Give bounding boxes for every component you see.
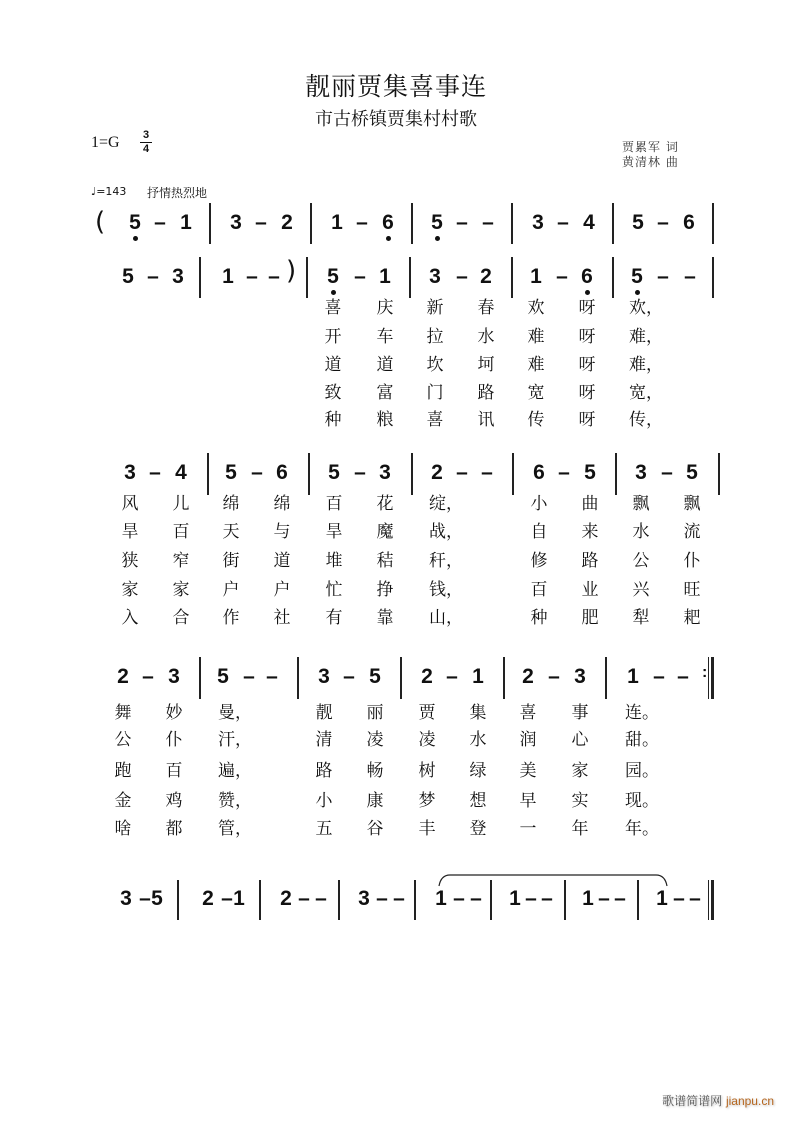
note: 1 (627, 665, 639, 688)
lyric-char: 心 (571, 730, 589, 750)
lyric-char: 难 (527, 327, 545, 347)
lyric-char: 连。 (625, 703, 659, 723)
lyric-char: 登 (469, 819, 487, 839)
watermark-cn: 歌谱简谱网 (662, 1094, 723, 1108)
lyric-char: 犁 (632, 608, 650, 628)
lyric-char: 园。 (625, 761, 659, 781)
lyric-char: 坷 (477, 355, 495, 375)
note: 3 (574, 665, 586, 688)
lyric-char: 传， (629, 410, 663, 430)
lyric-char: 鸡 (165, 791, 183, 811)
watermark (662, 1092, 774, 1109)
lyric-char: 靓 (315, 703, 333, 723)
note: 1 (222, 265, 234, 288)
dash-note: – (149, 461, 161, 484)
lyric-char: 宽， (629, 383, 663, 403)
dash-note: – (243, 665, 255, 688)
bar-line (503, 657, 505, 699)
lyric-char: 道 (324, 355, 342, 375)
lyric-char: 拉 (426, 327, 444, 347)
dash-note: – (556, 265, 568, 288)
dash-note: – (470, 887, 482, 910)
lyric-char: 康 (366, 791, 384, 811)
lyric-char: 啥 (114, 819, 132, 839)
lyric-char: 新 (426, 298, 444, 318)
dash-note: – (456, 211, 468, 234)
note: 5 (584, 461, 596, 484)
note: 3 (230, 211, 242, 234)
dash-note: – (661, 461, 673, 484)
dash-note: – (614, 887, 626, 910)
lyric-char: 家 (571, 761, 589, 781)
lyric-char: 欢， (629, 298, 663, 318)
lyric-char: 百 (165, 761, 183, 781)
lyric-char: 喜 (426, 410, 444, 430)
note: 3 (120, 887, 132, 910)
dash-note: – (557, 211, 569, 234)
lyric-char: 绵 (273, 494, 291, 514)
lyric-char: 户 (273, 580, 291, 600)
lyric-char: 年 (571, 819, 589, 839)
note: 5 (217, 665, 229, 688)
lyric-char: 堆 (325, 551, 343, 571)
lyric-char: 妙 (165, 703, 183, 723)
note: 1 (472, 665, 484, 688)
note: 2 (117, 665, 129, 688)
lyric-char: 丰 (418, 819, 436, 839)
lyric-char: 甜。 (625, 730, 659, 750)
lyric-char: 汗， (218, 730, 252, 750)
note: 5 (686, 461, 698, 484)
note: 3 (358, 887, 370, 910)
bar-line (712, 203, 714, 244)
note: 1 (180, 211, 192, 234)
bar-line (297, 657, 299, 699)
bar-line (259, 880, 261, 920)
note: 6 (533, 461, 545, 484)
lyric-char: 门 (426, 383, 444, 403)
bar-line (511, 203, 513, 244)
lyric-char: 种 (324, 410, 342, 430)
lyric-char: 小 (315, 791, 333, 811)
composer-credit: 黄清林 曲 (622, 155, 679, 169)
bar-line (199, 657, 201, 699)
dash-note: – (541, 887, 553, 910)
lyric-char: 业 (581, 580, 599, 600)
dash-note: – (266, 665, 278, 688)
lyric-char: 道 (273, 551, 291, 571)
dash-note: – (315, 887, 327, 910)
dash-note: – (376, 887, 388, 910)
dash-note: – (653, 665, 665, 688)
lyric-char: 风 (121, 494, 139, 514)
tempo-marking: ♩=143 (91, 185, 127, 198)
note: 3 (379, 461, 391, 484)
note: 3 (172, 265, 184, 288)
lyric-char: 天 (222, 522, 240, 542)
lyric-char: 来 (581, 522, 599, 542)
note: 3 (429, 265, 441, 288)
lyric-char: 自 (530, 522, 548, 542)
dash-note: – (481, 461, 493, 484)
lyric-char: 传 (527, 410, 545, 430)
bar-line (411, 453, 413, 495)
note: 1 (656, 887, 668, 910)
time-signature (140, 130, 152, 155)
lyric-char: 兴 (632, 580, 650, 600)
tie-arc (436, 872, 672, 888)
lyric-char: 仆 (683, 551, 701, 571)
note: 3 (532, 211, 544, 234)
note: 5 (324, 265, 342, 289)
dash-note: – (251, 461, 263, 484)
note: 2 (281, 211, 293, 234)
bar-line (512, 453, 514, 495)
lyric-char: 水 (477, 327, 495, 347)
time-denominator: 4 (142, 143, 150, 155)
dash-note: – (154, 211, 166, 234)
lyric-char: 曲 (581, 494, 599, 514)
lyric-char: 讯 (477, 410, 495, 430)
lyric-char: 百 (172, 522, 190, 542)
lyric-char: 跑 (114, 761, 132, 781)
lyric-char: 绵 (222, 494, 240, 514)
note: 2 (280, 887, 292, 910)
key-signature: 1=G (91, 134, 120, 151)
lyric-char: 绽， (429, 494, 463, 514)
lyric-char: 路 (581, 551, 599, 571)
note: 5 (122, 265, 134, 288)
lyric-char: 畅 (366, 761, 384, 781)
time-numerator: 3 (142, 129, 150, 141)
lyric-char: 公 (632, 551, 650, 571)
bar-line (400, 657, 402, 699)
note: 4 (583, 211, 595, 234)
lyric-char: 街 (222, 551, 240, 571)
note: 2 (421, 665, 433, 688)
lyric-char: 致 (324, 383, 342, 403)
note: 1 (435, 887, 447, 910)
lyric-char: 欢 (527, 298, 545, 318)
lyric-char: 路 (315, 761, 333, 781)
lyric-char: 百 (325, 494, 343, 514)
bar-line (338, 880, 340, 920)
note: 5 (225, 461, 237, 484)
dash-note: – (393, 887, 405, 910)
lyric-char: 儿 (172, 494, 190, 514)
dash-note: – (453, 887, 465, 910)
lyric-char: 魔 (376, 522, 394, 542)
dash-note: – (354, 461, 366, 484)
watermark-en: jianpu.cn (725, 1094, 774, 1108)
dash-note: – (356, 211, 368, 234)
repeat-end-barline (708, 657, 714, 699)
bar-line (718, 453, 720, 495)
note: 3 (635, 461, 647, 484)
lyric-char: 水 (469, 730, 487, 750)
bar-line (612, 257, 614, 298)
note: 5 (328, 461, 340, 484)
note: 1 (530, 265, 542, 288)
lyric-char: 流 (683, 522, 701, 542)
lyric-char: 实 (571, 791, 589, 811)
lyric-char: 呀 (578, 298, 596, 318)
lyric-char: 路 (477, 383, 495, 403)
dash-note: – (298, 887, 310, 910)
bar-line (209, 203, 211, 244)
bar-line (414, 880, 416, 920)
note: 2 (202, 887, 214, 910)
dash-note: – (482, 211, 494, 234)
lyric-char: 呀 (578, 327, 596, 347)
lyric-char: 难， (629, 355, 663, 375)
note: 5 (428, 211, 446, 235)
lyric-char: 飘 (683, 494, 701, 514)
lyric-char: 车 (376, 327, 394, 347)
bar-line (612, 203, 614, 244)
repeat-colon: : (702, 664, 708, 681)
lyric-char: 秆， (429, 551, 463, 571)
bar-line (308, 453, 310, 495)
dash-note: – (558, 461, 570, 484)
dash-note: – (268, 265, 280, 288)
bar-line (177, 880, 179, 920)
lyric-char: 旺 (683, 580, 701, 600)
repeat-close-paren: ) (286, 256, 297, 286)
lyric-char: 小 (530, 494, 548, 514)
expression-marking: 抒情热烈地 (147, 186, 208, 200)
lyric-char: 丽 (366, 703, 384, 723)
lyric-char: 清 (315, 730, 333, 750)
lyric-char: 秸 (376, 551, 394, 571)
lyric-char: 事 (571, 703, 589, 723)
lyric-char: 遍， (218, 761, 252, 781)
lyric-char: 道 (376, 355, 394, 375)
lyric-char: 凌 (418, 730, 436, 750)
lyric-char: 户 (222, 580, 240, 600)
note: 1 (331, 211, 343, 234)
lyric-char: 修 (530, 551, 548, 571)
lyric-char: 坎 (426, 355, 444, 375)
lyric-char: 种 (530, 608, 548, 628)
lyric-char: 难， (629, 327, 663, 347)
lyric-char: 美 (519, 761, 537, 781)
lyric-char: 忙 (325, 580, 343, 600)
lyric-char: 凌 (366, 730, 384, 750)
lyric-char: 谷 (366, 819, 384, 839)
dash-note: – (684, 265, 696, 288)
lyric-char: 难 (527, 355, 545, 375)
lyric-char: 挣 (376, 580, 394, 600)
lyric-char: 狭 (121, 551, 139, 571)
dash-note: – (657, 265, 669, 288)
dash-note: – (255, 211, 267, 234)
note: 5 (126, 211, 144, 235)
lyric-char: 飘 (632, 494, 650, 514)
bar-line (712, 257, 714, 298)
lyric-char: 家 (121, 580, 139, 600)
lyric-char: 入 (121, 608, 139, 628)
note: 6 (578, 265, 596, 289)
bar-line (511, 257, 513, 298)
lyric-char: 仆 (165, 730, 183, 750)
lyric-char: 水 (632, 522, 650, 542)
lyric-char: 家 (172, 580, 190, 600)
bar-line (411, 203, 413, 244)
bar-line (310, 203, 312, 244)
lyric-char: 想 (469, 791, 487, 811)
bar-line (409, 257, 411, 298)
note: 5 (628, 265, 646, 289)
dash-note: – (147, 265, 159, 288)
lyric-char: 赞， (218, 791, 252, 811)
lyric-char: 耙 (683, 608, 701, 628)
lyric-char: 树 (418, 761, 436, 781)
note: 3 (318, 665, 330, 688)
note: 6 (683, 211, 695, 234)
dash-note: – (598, 887, 610, 910)
lyric-char: 舞 (114, 703, 132, 723)
note: 1 (233, 887, 245, 910)
bar-line (605, 657, 607, 699)
dash-note: – (246, 265, 258, 288)
dash-note: – (548, 665, 560, 688)
lyric-char: 呀 (578, 383, 596, 403)
lyric-char: 贾 (418, 703, 436, 723)
lyric-char: 粮 (376, 410, 394, 430)
lyric-char: 绿 (469, 761, 487, 781)
lyric-char: 宽 (527, 383, 545, 403)
lyric-char: 现。 (625, 791, 659, 811)
lyric-char: 集 (469, 703, 487, 723)
lyric-char: 早 (519, 791, 537, 811)
note: 6 (276, 461, 288, 484)
dash-note: – (139, 887, 151, 910)
lyric-char: 花 (376, 494, 394, 514)
dash-note: – (677, 665, 689, 688)
lyric-char: 梦 (418, 791, 436, 811)
lyric-char: 作 (222, 608, 240, 628)
note: 1 (509, 887, 521, 910)
lyric-char: 喜 (519, 703, 537, 723)
lyric-char: 公 (114, 730, 132, 750)
note: 2 (431, 461, 443, 484)
lyric-char: 润 (519, 730, 537, 750)
note: 1 (379, 265, 391, 288)
dash-note: – (343, 665, 355, 688)
note: 3 (124, 461, 136, 484)
lyric-char: 开 (324, 327, 342, 347)
dash-note: – (354, 265, 366, 288)
lyric-char: 一 (519, 819, 537, 839)
lyric-char: 呀 (578, 355, 596, 375)
note: 2 (480, 265, 492, 288)
dash-note: – (689, 887, 701, 910)
lyric-char: 庆 (376, 298, 394, 318)
final-barline (708, 880, 714, 920)
lyric-char: 靠 (376, 608, 394, 628)
dash-note: – (673, 887, 685, 910)
lyric-char: 社 (273, 608, 291, 628)
note: 3 (168, 665, 180, 688)
note: 4 (175, 461, 187, 484)
dash-note: – (657, 211, 669, 234)
bar-line (199, 257, 201, 298)
lyric-char: 旱 (121, 522, 139, 542)
lyric-char: 百 (530, 580, 548, 600)
lyric-char: 喜 (324, 298, 342, 318)
dash-note: – (525, 887, 537, 910)
bar-line (306, 257, 308, 298)
lyric-char: 钱， (429, 580, 463, 600)
lyric-char: 旱 (325, 522, 343, 542)
dash-note: – (446, 665, 458, 688)
lyric-char: 战， (429, 522, 463, 542)
dash-note: – (456, 461, 468, 484)
song-title: 靓丽贾集喜事连 (304, 72, 487, 101)
note: 2 (522, 665, 534, 688)
lyric-char: 都 (165, 819, 183, 839)
lyric-char: 年。 (625, 819, 659, 839)
lyric-char: 山， (429, 608, 463, 628)
lyric-char: 春 (477, 298, 495, 318)
lyric-char: 五 (315, 819, 333, 839)
lyric-char: 肥 (581, 608, 599, 628)
lyric-char: 呀 (578, 410, 596, 430)
note: 5 (369, 665, 381, 688)
song-subtitle: 市古桥镇贾集村村歌 (315, 109, 477, 130)
lyric-char: 曼， (218, 703, 252, 723)
lyric-char: 合 (172, 608, 190, 628)
bar-line (615, 453, 617, 495)
lyric-char: 有 (325, 608, 343, 628)
note: 6 (379, 211, 397, 235)
lyric-char: 管， (218, 819, 252, 839)
note: 5 (151, 887, 163, 910)
lyric-char: 富 (376, 383, 394, 403)
bar-line (207, 453, 209, 495)
note: 1 (582, 887, 594, 910)
lyric-char: 金 (114, 791, 132, 811)
repeat-open-paren: ( (95, 207, 106, 237)
lyricist-credit: 贾累军 词 (622, 140, 679, 154)
lyric-char: 与 (273, 522, 291, 542)
dash-note: – (456, 265, 468, 288)
note: 5 (632, 211, 644, 234)
dash-note: – (142, 665, 154, 688)
lyric-char: 窄 (172, 551, 190, 571)
dash-note: – (221, 887, 233, 910)
